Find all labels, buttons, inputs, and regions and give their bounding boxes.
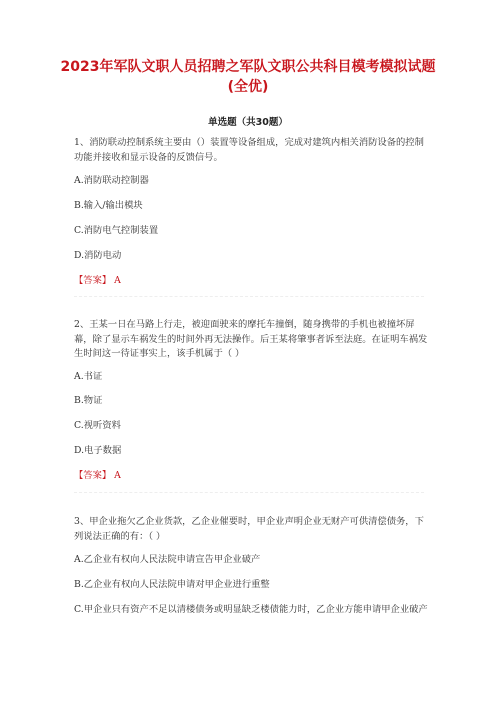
question-3-option-c: C.甲企业只有资产不足以清楼债务或明显缺乏楼债能力时，乙企业方能申请甲企业破产 bbox=[74, 604, 428, 615]
question-1-option-c: C.消防电气控制装置 bbox=[74, 225, 159, 236]
document-title: 2023年军队文职人员招聘之军队文职公共科目模考模拟试题(全优) bbox=[60, 59, 436, 95]
question-1-option-a: A.消防联动控制器 bbox=[74, 175, 149, 186]
question-3-option-a: A.乙企业有权向人民法院申请宣告甲企业破产 bbox=[74, 554, 261, 565]
question-2-option-c: C.视听资料 bbox=[74, 420, 121, 431]
question-2-option-d: D.电子数据 bbox=[74, 445, 122, 456]
question-2-stem: 2、王某一日在马路上行走，被迎面驶来的摩托车撞倒，随身携带的手机也被撞坏屏幕，除了显示车祸发生的时间外再无法操作。后王某将肇事者诉至法庭。在证明车祸发生时间这一待证事实上，该手机属于（ ） bbox=[74, 319, 428, 359]
question-3-stem: 3、甲企业拖欠乙企业货款，乙企业催要时，甲企业声明企业无财产可供清偿债务，下列说法正确的有：（ ） bbox=[74, 516, 424, 542]
question-separator bbox=[74, 296, 424, 297]
question-1-answer: 【答案】 A bbox=[74, 275, 121, 286]
question-1-stem: 1、消防联动控制系统主要由（）装置等设备组成，完成对建筑内相关消防设备的控制功能并接收和显示设备的反馈信号。 bbox=[74, 137, 424, 163]
question-1-option-b: B.输入/输出模块 bbox=[74, 200, 143, 211]
section-heading: 单选题（共30题） bbox=[208, 117, 288, 128]
question-2-option-a: A.书证 bbox=[74, 371, 103, 382]
question-3-option-b: B.乙企业有权向人民法院申请对甲企业进行重整 bbox=[74, 579, 270, 590]
question-separator bbox=[74, 492, 424, 493]
question-1-option-d: D.消防电动 bbox=[74, 250, 122, 261]
question-2-option-b: B.物证 bbox=[74, 395, 103, 406]
question-2-answer: 【答案】 A bbox=[74, 470, 121, 481]
